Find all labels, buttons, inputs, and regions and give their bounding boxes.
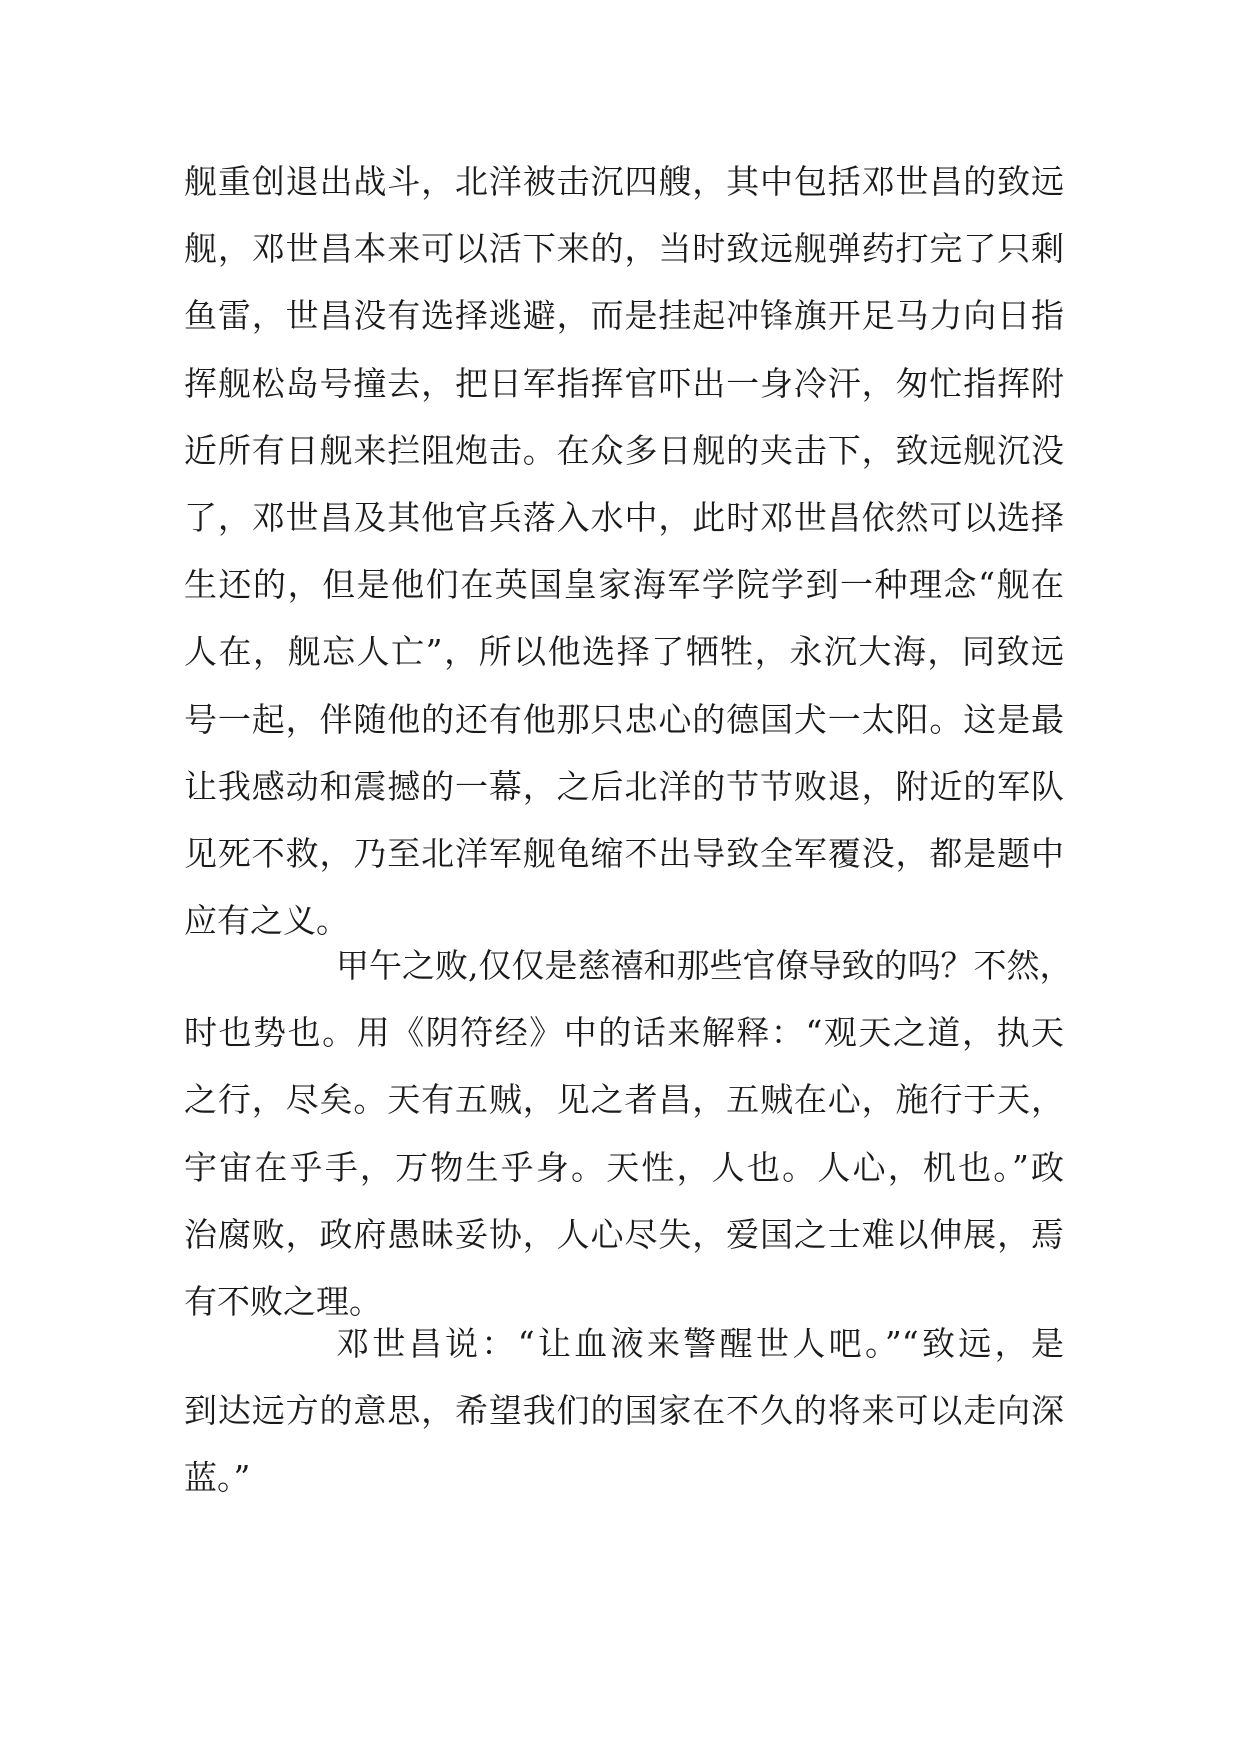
text-line: 让我感动和震撼的一幕，之后北洋的节节败退，附近的军队	[184, 766, 1064, 806]
text-line: 人在，舰忘人亡”，所以他选择了牺牲，永沉大海，同致远	[184, 632, 1064, 672]
paragraph-battle-of-zhiyuan	[184, 148, 1064, 954]
text-line: 号一起，伴随他的还有他那只忠心的德国犬一太阳。这是最	[184, 699, 1064, 739]
text-line: 见死不救，乃至北洋军舰龟缩不出导致全军覆没，都是题中	[184, 833, 1064, 873]
paragraph-reasons-for-defeat	[184, 932, 1073, 1335]
text-line: 邓世昌说：“让血液来警醒世人吧。”“致远，是	[336, 1324, 1064, 1363]
text-line: 治腐败，政府愚昧妥协，人心尽失，爱国之士难以伸展，焉	[184, 1214, 1064, 1254]
text-line: 生还的，但是他们在英国皇家海军学院学到一种理念“舰在	[184, 565, 1064, 605]
text-line: 到达远方的意思，希望我们的国家在不久的将来可以走向深	[184, 1391, 1064, 1431]
text-line: 鱼雷，世昌没有选择逃避，而是挂起冲锋旗开足马力向日指	[184, 296, 1064, 336]
text-line: 近所有日舰来拦阻炮击。在众多日舰的夹击下，致远舰沉没	[184, 430, 1064, 470]
text-line: 蓝。”	[184, 1458, 251, 1498]
text-line: 时也势也。用《阴符经》中的话来解释：“观天之道，执天	[184, 1013, 1064, 1053]
text-line: 应有之义。	[184, 901, 349, 941]
paragraph-deng-shichang-quote	[184, 1310, 1064, 1512]
text-line: 挥舰松岛号撞去，把日军指挥官吓出一身冷汗，匆忙指挥附	[184, 363, 1064, 403]
text-line: 有不败之理。	[184, 1281, 382, 1321]
text-line: 宇宙在乎手，万物生乎身。天性，人也。人心，机也。”政	[184, 1147, 1064, 1187]
text-line: 了，邓世昌及其他官兵落入水中，此时邓世昌依然可以选择	[184, 497, 1064, 537]
text-line: 之行，尽矣。天有五贼，见之者昌，五贼在心，施行于天，	[184, 1080, 1064, 1120]
text-line: 甲午之败,仅仅是慈禧和那些官僚导致的吗？不然，	[336, 946, 1073, 985]
text-line: 舰，邓世昌本来可以活下来的，当时致远舰弹药打完了只剩	[184, 229, 1064, 269]
text-line: 舰重创退出战斗，北洋被击沉四艘，其中包括邓世昌的致远	[184, 162, 1064, 201]
